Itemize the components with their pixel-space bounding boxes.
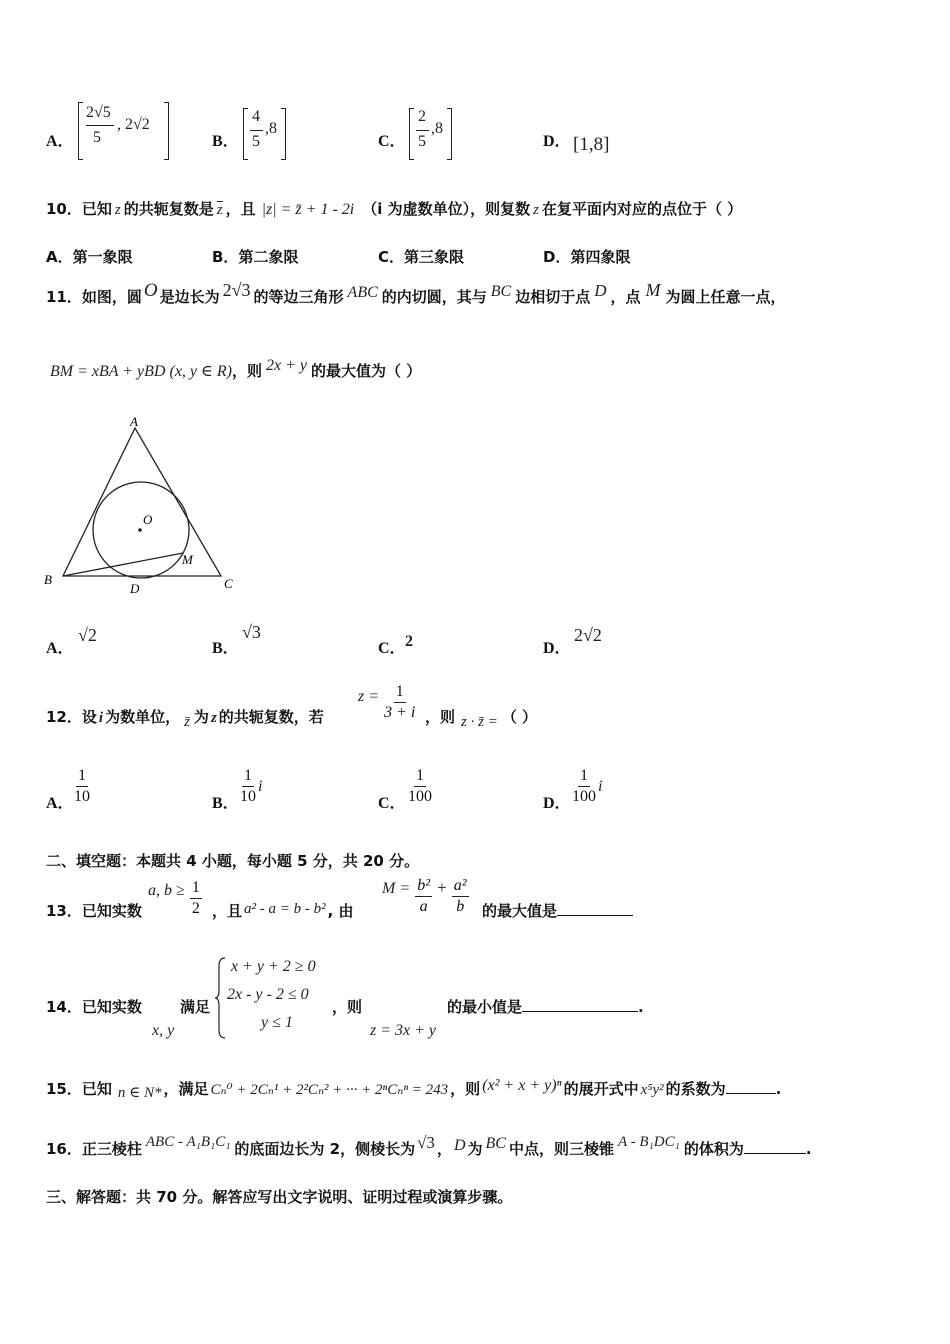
figure-label-d: D bbox=[130, 581, 140, 596]
q13-text-1: 已知实数 bbox=[81, 902, 142, 920]
figure-label-o: O bbox=[143, 512, 153, 527]
q16-length: √3 bbox=[417, 1133, 435, 1152]
q11-ABC: ABC bbox=[347, 284, 378, 301]
q12-option-a-math: $\frac{1}{10}$ bbox=[74, 767, 90, 805]
q15-text-6: . bbox=[775, 1080, 782, 1098]
left-brace-icon bbox=[215, 956, 227, 1040]
q16-D: D bbox=[453, 1137, 466, 1154]
q11-text-5: 边相切于点 bbox=[515, 288, 591, 306]
q11-option-c-math: 2 bbox=[405, 633, 413, 650]
segment-bm bbox=[63, 553, 183, 576]
q11-side: 2√3 bbox=[222, 280, 251, 300]
q10-z2: z bbox=[533, 202, 539, 218]
q14-constraint-2: 2x - y - 2 ≤ 0 bbox=[227, 986, 309, 1003]
q14-text-4: 的最小值是 bbox=[447, 998, 523, 1016]
q14-objective: z = 3x + y bbox=[370, 1022, 437, 1039]
q10-text-4: （i 为虚数单位），则复数 bbox=[362, 200, 531, 218]
q14-answer-blank[interactable] bbox=[522, 997, 638, 1012]
q14-constraint-system bbox=[215, 956, 335, 1040]
q15-text-4: 的展开式中 bbox=[563, 1080, 639, 1098]
q16-text-3: ， bbox=[436, 1140, 452, 1158]
q10-text-3: ，且 bbox=[225, 200, 256, 218]
q11-option-d-math: 2√2 bbox=[574, 625, 602, 645]
q12-option-d-label: D． bbox=[543, 795, 571, 812]
q10-text-1: 已知 bbox=[81, 200, 112, 218]
q12-text-5: ，则 bbox=[425, 708, 456, 726]
q16-text-2: 的底面边长为 2，侧棱长为 bbox=[234, 1140, 416, 1158]
q9-option-c-label: C． bbox=[378, 133, 406, 150]
q10-text-2: 的共轭复数是 bbox=[123, 200, 214, 218]
q14-text-1: 已知实数 bbox=[81, 998, 142, 1016]
q12-text-4: 的共轭复数，若 bbox=[218, 708, 324, 726]
q12-option-a-label: A． bbox=[46, 795, 74, 812]
figure-label-c: C bbox=[224, 576, 233, 591]
q11-stem-line2 bbox=[50, 357, 422, 381]
q12-number: 12． bbox=[46, 708, 82, 726]
q10-text-5: 在复平面内对应的点位于（ ） bbox=[541, 200, 743, 218]
q9-option-d-math: [1,8] bbox=[573, 134, 610, 155]
center-point-o bbox=[138, 528, 142, 532]
q15-text-5: 的系数为 bbox=[665, 1080, 726, 1098]
q10-zbar: $\overline{z}$ bbox=[216, 202, 223, 218]
q14-vars: x, y bbox=[152, 1022, 175, 1039]
q12-option-b-label: B． bbox=[212, 795, 239, 812]
q11-option-c-label: C． bbox=[378, 640, 406, 657]
q15-equation: Cₙ⁰ + 2Cₙ¹ + 2²Cₙ² + ··· + 2ⁿCₙⁿ = 243 bbox=[210, 1082, 449, 1098]
q11-text-3: 的等边三角形 bbox=[253, 288, 344, 306]
q12-option-b-math: $\frac{1}{10}$ i bbox=[240, 767, 263, 805]
q11-text-7: 为圆上任意一点， bbox=[665, 288, 786, 306]
q16-number: 16． bbox=[46, 1140, 82, 1158]
section-3-heading: 三、解答题：共 70 分。解答应写出文字说明、证明过程或演算步骤。 bbox=[46, 1188, 513, 1206]
q14-text-3: ，则 bbox=[332, 998, 363, 1016]
triangle-abc bbox=[63, 428, 221, 576]
q16-stem bbox=[46, 1133, 812, 1159]
q13-text-4: 的最大值是 bbox=[482, 902, 558, 920]
q10-equation: |z| = z̄ + 1 - 2i bbox=[261, 201, 355, 218]
q15-stem bbox=[46, 1078, 781, 1099]
q11-stem bbox=[46, 280, 786, 308]
q16-text-1: 正三棱柱 bbox=[81, 1140, 142, 1158]
q12-option-d-math: $\frac{1}{100}$ i bbox=[572, 767, 603, 805]
q12-zbar: z̄ bbox=[184, 714, 190, 730]
q10-option-a: A．第一象限 bbox=[46, 248, 133, 266]
q12-stem bbox=[46, 706, 324, 730]
q12-text-1: 设 bbox=[81, 708, 97, 726]
q10-option-c: C．第三象限 bbox=[378, 248, 465, 266]
q15-text-3: ，则 bbox=[450, 1080, 481, 1098]
q13-text-3: , 由 bbox=[327, 902, 354, 920]
q12-option-c-math: $\frac{1}{100}$ bbox=[408, 767, 432, 805]
q14-constraint-3: y ≤ 1 bbox=[261, 1014, 293, 1031]
q15-text-1: 已知 bbox=[81, 1080, 112, 1098]
q12-i: i bbox=[98, 710, 104, 726]
q12-text-3: 为 bbox=[193, 708, 209, 726]
q11-text-9: 的最大值为（ ） bbox=[310, 362, 422, 380]
q11-option-d-label: D． bbox=[543, 640, 571, 657]
q14-number: 14． bbox=[46, 998, 82, 1016]
q15-number: 15． bbox=[46, 1080, 82, 1098]
q13-text-2: ，且 bbox=[212, 902, 243, 920]
q12-product: z · z̄ = bbox=[461, 714, 498, 730]
q13-equation: a² - a = b - b² bbox=[244, 901, 326, 917]
q11-option-a-label: A． bbox=[46, 640, 74, 657]
q9-option-a-label: A． bbox=[46, 133, 74, 150]
q11-M: M bbox=[645, 280, 661, 300]
q12-text-2: 为数单位， bbox=[105, 708, 181, 726]
q12-option-c-label: C． bbox=[378, 795, 406, 812]
q16-text-7: . bbox=[805, 1140, 812, 1158]
q12-text-6: （ ） bbox=[501, 708, 538, 726]
q11-text-8: ，则 bbox=[231, 362, 262, 380]
q14-constraint-1: x + y + 2 ≥ 0 bbox=[231, 958, 316, 975]
q11-text-6: ，点 bbox=[610, 288, 641, 306]
q16-text-6: 的体积为 bbox=[683, 1140, 744, 1158]
figure-label-m: M bbox=[182, 552, 193, 567]
q13-prefix bbox=[46, 900, 142, 921]
q11-text-4: 的内切圆，其与 bbox=[381, 288, 487, 306]
q16-text-5: 中点，则三棱锥 bbox=[508, 1140, 614, 1158]
q15-term: x⁵y² bbox=[640, 1082, 664, 1098]
q13-condition: a, b ≥ $\frac{1}{2}$ bbox=[148, 879, 200, 917]
q14-text-2: 满足 bbox=[180, 998, 211, 1016]
q11-option-b-math: √3 bbox=[242, 622, 261, 642]
q11-O: O bbox=[143, 280, 158, 301]
q15-expression: (x² + x + y)ⁿ bbox=[482, 1077, 562, 1094]
q11-figure bbox=[40, 410, 250, 600]
q11-expression: 2x + y bbox=[265, 357, 307, 374]
q11-text-1: 如图，圆 bbox=[81, 288, 142, 306]
q9-option-d-label: D． bbox=[543, 133, 571, 150]
q11-option-a-math: √2 bbox=[78, 625, 97, 645]
figure-label-a: A bbox=[130, 414, 138, 429]
q10-number: 10． bbox=[46, 200, 82, 218]
q16-answer-blank[interactable] bbox=[744, 1139, 806, 1154]
q16-pyramid: A - B₁DC₁ bbox=[618, 1134, 680, 1150]
q16-text-4: 为 bbox=[467, 1140, 483, 1158]
q12-z: z bbox=[210, 710, 217, 726]
q11-number: 11． bbox=[46, 288, 82, 306]
q12-equation: z = $\frac{1}{3 + i}$ bbox=[358, 683, 416, 721]
q11-BC: BC bbox=[490, 283, 512, 300]
q13-m-definition: M = $\frac{\text{b²}}{a}$ + $\frac{\text{a²}}{b}$ bbox=[382, 877, 467, 915]
q9-option-a-math: 2√5 5 , 2√2 bbox=[78, 102, 173, 160]
q15-answer-blank[interactable] bbox=[726, 1079, 776, 1094]
q14-prefix bbox=[46, 996, 142, 1017]
q13-middle bbox=[212, 900, 354, 921]
q10-option-d: D．第四象限 bbox=[543, 248, 631, 266]
q11-D: D bbox=[594, 281, 607, 300]
q10-stem bbox=[46, 198, 742, 219]
q10-option-b: B．第二象限 bbox=[212, 248, 299, 266]
q11-option-b-label: B． bbox=[212, 640, 239, 657]
figure-label-b: B bbox=[44, 572, 52, 587]
q14-end bbox=[447, 996, 644, 1017]
q12-stem-end bbox=[425, 706, 538, 730]
q15-condition: n ∈ N* bbox=[117, 1085, 162, 1101]
q13-answer-blank[interactable] bbox=[557, 901, 633, 916]
q16-BC: BC bbox=[485, 1135, 506, 1152]
q9-option-b-math: 4 5 ,8 bbox=[243, 108, 293, 160]
q9-option-b-label: B． bbox=[212, 133, 239, 150]
section-2-heading: 二、填空题：本题共 4 小题，每小题 5 分，共 20 分。 bbox=[46, 852, 420, 870]
q16-prism: ABC - A₁B₁C₁ bbox=[145, 1134, 231, 1150]
q9-option-c-math: 2 5 ,8 bbox=[409, 108, 459, 160]
q14-text-5: . bbox=[638, 998, 644, 1016]
q13-number: 13． bbox=[46, 902, 82, 920]
q11-text-2: 是边长为 bbox=[159, 288, 220, 306]
q13-end bbox=[482, 900, 633, 921]
q15-text-2: ，满足 bbox=[163, 1080, 209, 1098]
q10-z: z bbox=[114, 202, 121, 218]
q11-vector-equation: BM = xBA + yBD (x, y ∈ R) bbox=[50, 363, 232, 380]
